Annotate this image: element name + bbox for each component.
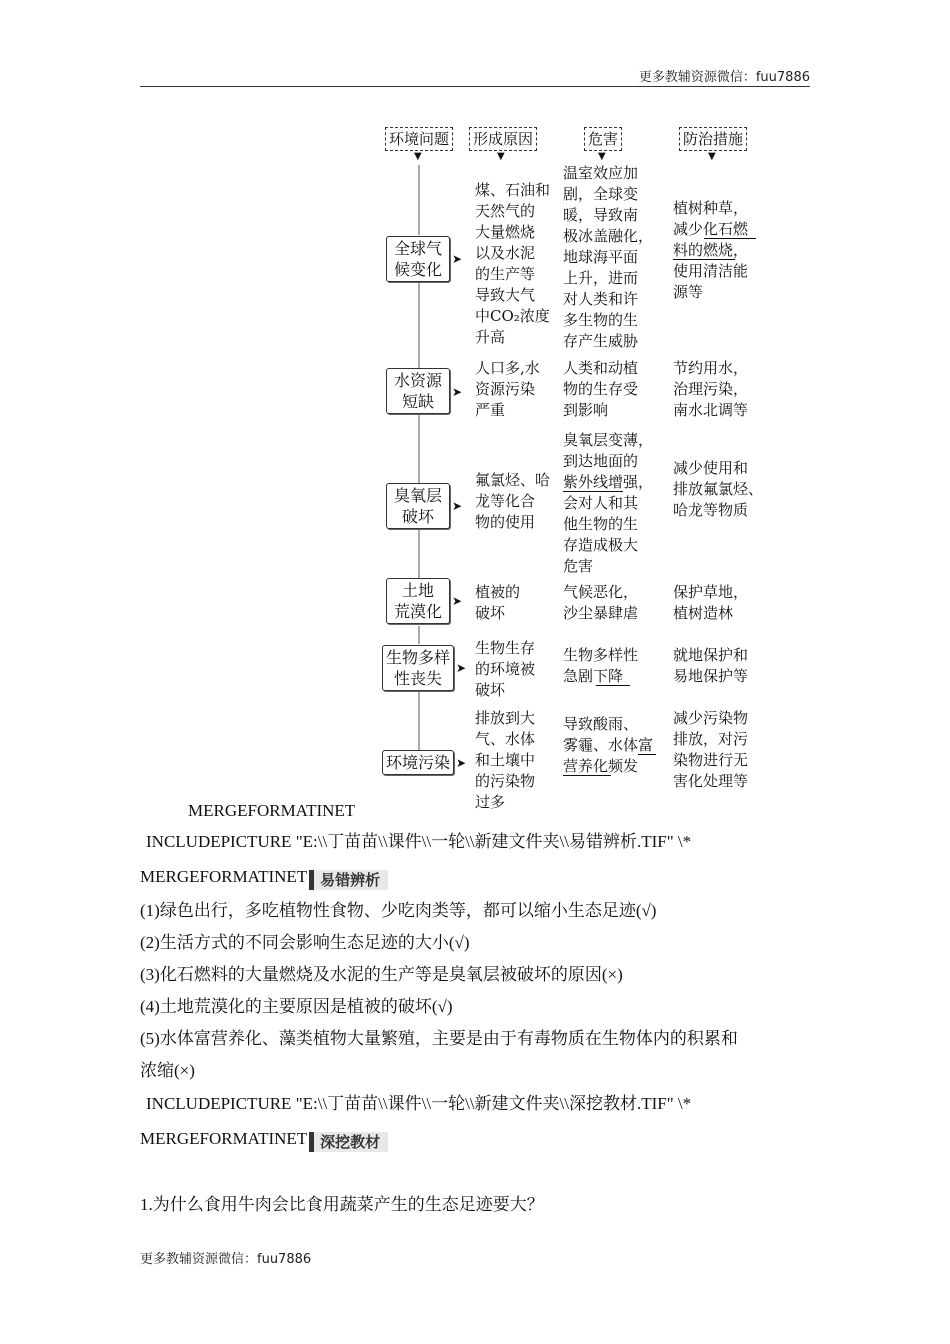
section-tag-mistakes: 易错辨析 — [309, 870, 388, 890]
header-rule — [140, 86, 810, 87]
harm-climate: 温室效应加 剧，全球变 暖，导致南 极冰盖融化， 地球海平面 上升，进而 对人类和许 多生物的生 存产生威胁 — [563, 164, 654, 350]
question-text: 1.为什么食用牛肉会比食用蔬菜产生的生态足迹要大？ — [140, 1195, 544, 1214]
harm-ozone: 臭氧层变薄， 到达地面的 紫外线增强， 会对人和其 他生物的生 存造成极大 危害 — [563, 431, 654, 575]
field-code-line: MERGEFORMATINET — [188, 801, 356, 820]
connector-line — [418, 414, 420, 484]
footer-text: 更多教辅资源微信：fuu7886 — [140, 1252, 312, 1267]
connector-line — [418, 692, 420, 750]
column-header-harm: 危害 — [584, 127, 622, 151]
statement-item-continued: 浓缩(×) — [140, 1061, 195, 1080]
cause-water: 人口多,水 资源污染 严重 — [475, 359, 540, 419]
field-code-line: INCLUDEPICTURE "E:\\丁苗苗\\课件\\一轮\\新建文件夹\\易错辨析.TIF" \* — [146, 832, 692, 851]
underline — [704, 238, 756, 239]
issue-box-ozone: 臭氧层 破坏 — [386, 483, 450, 529]
measure-pollution: 减少污染物 排放，对污 染物进行无 害化处理等 — [673, 709, 749, 790]
connector-line — [418, 282, 420, 368]
field-code-line: INCLUDEPICTURE "E:\\丁苗苗\\课件\\一轮\\新建文件夹\\深挖教材.TIF" \* — [146, 1094, 692, 1113]
underline — [596, 685, 630, 686]
field-code-text: MERGEFORMATINET — [140, 1129, 308, 1148]
issue-box-pollution: 环境污染 — [382, 750, 454, 775]
statement-item: (5)水体富营养化、藻类植物大量繁殖，主要是由于有毒物质在生物体内的积累和 — [140, 1029, 738, 1048]
column-header-measure: 防治措施 — [679, 127, 747, 151]
header-text: 更多教辅资源微信：fuu7886 — [638, 70, 810, 85]
right-arrow-icon: ➤ — [452, 594, 463, 608]
measure-water: 节约用水， 治理污染， 南水北调等 — [673, 359, 749, 419]
cause-biodiversity: 生物生存 的环境被 破坏 — [475, 639, 536, 699]
issue-box-desertification: 土地 荒漠化 — [386, 578, 450, 624]
column-header-issue: 环境问题 — [385, 127, 453, 151]
underline — [563, 775, 611, 776]
statement-item: (3)化石燃料的大量燃烧及水泥的生产等是臭氧层被破坏的原因(×) — [140, 965, 623, 984]
right-arrow-icon: ➤ — [456, 756, 467, 770]
connector-line — [418, 530, 420, 578]
statement-item: (4)土地荒漠化的主要原因是植被的破坏(√) — [140, 997, 453, 1016]
connector-line — [418, 165, 420, 235]
harm-pollution: 导致酸雨、 雾霾、水体富 营养化频发 — [563, 715, 654, 775]
cause-desertification: 植被的 破坏 — [475, 583, 521, 622]
measure-climate: 植树种草， 减少化石燃 料的燃烧， 使用清洁能 源等 — [673, 199, 749, 301]
cause-pollution: 排放到大 气、水体 和土壤中 的污染物 过多 — [475, 709, 536, 811]
section-tag-textbook: 深挖教材 — [309, 1132, 388, 1152]
right-arrow-icon: ➤ — [452, 252, 463, 266]
issue-box-climate: 全球气 候变化 — [386, 236, 450, 282]
harm-water: 人类和动植 物的生存受 到影响 — [563, 359, 639, 419]
field-code-text: MERGEFORMATINET — [140, 867, 308, 886]
underline — [638, 754, 656, 755]
right-arrow-icon: ➤ — [452, 385, 463, 399]
harm-desertification: 气候恶化， 沙尘暴肆虐 — [563, 583, 639, 622]
section-heading-line — [140, 1128, 388, 1152]
measure-desertification: 保护草地， 植树造林 — [673, 583, 749, 622]
issue-box-water: 水资源 短缺 — [386, 368, 450, 414]
cause-ozone: 氟氯烃、哈 龙等化合 物的使用 — [475, 471, 551, 531]
underline — [563, 491, 623, 492]
statement-item: (2)生活方式的不同会影响生态足迹的大小(√) — [140, 933, 470, 952]
measure-biodiversity: 就地保护和 易地保护等 — [673, 646, 749, 685]
down-arrow-icon: ▼ — [497, 151, 505, 162]
cause-climate: 煤、石油和 天然气的 大量燃烧 以及水泥 的生产等 导致大气 中CO₂浓度 升高 — [475, 181, 551, 346]
issue-box-biodiversity: 生物多样 性丧失 — [382, 645, 454, 691]
underline — [673, 259, 735, 260]
down-arrow-icon: ▼ — [598, 151, 606, 162]
down-arrow-icon: ▼ — [708, 151, 716, 162]
down-arrow-icon: ▼ — [414, 151, 422, 162]
measure-ozone: 减少使用和 排放氟氯烃、 哈龙等物质 — [673, 459, 764, 519]
harm-biodiversity: 生物多样性 急剧下降 — [563, 646, 639, 685]
connector-line — [418, 626, 420, 644]
right-arrow-icon: ➤ — [456, 661, 467, 675]
statement-item: (1)绿色出行，多吃植物性食物、少吃肉类等，都可以缩小生态足迹(√) — [140, 901, 657, 920]
right-arrow-icon: ➤ — [452, 499, 463, 513]
section-heading-line — [140, 866, 388, 890]
column-header-cause: 形成原因 — [469, 127, 537, 151]
